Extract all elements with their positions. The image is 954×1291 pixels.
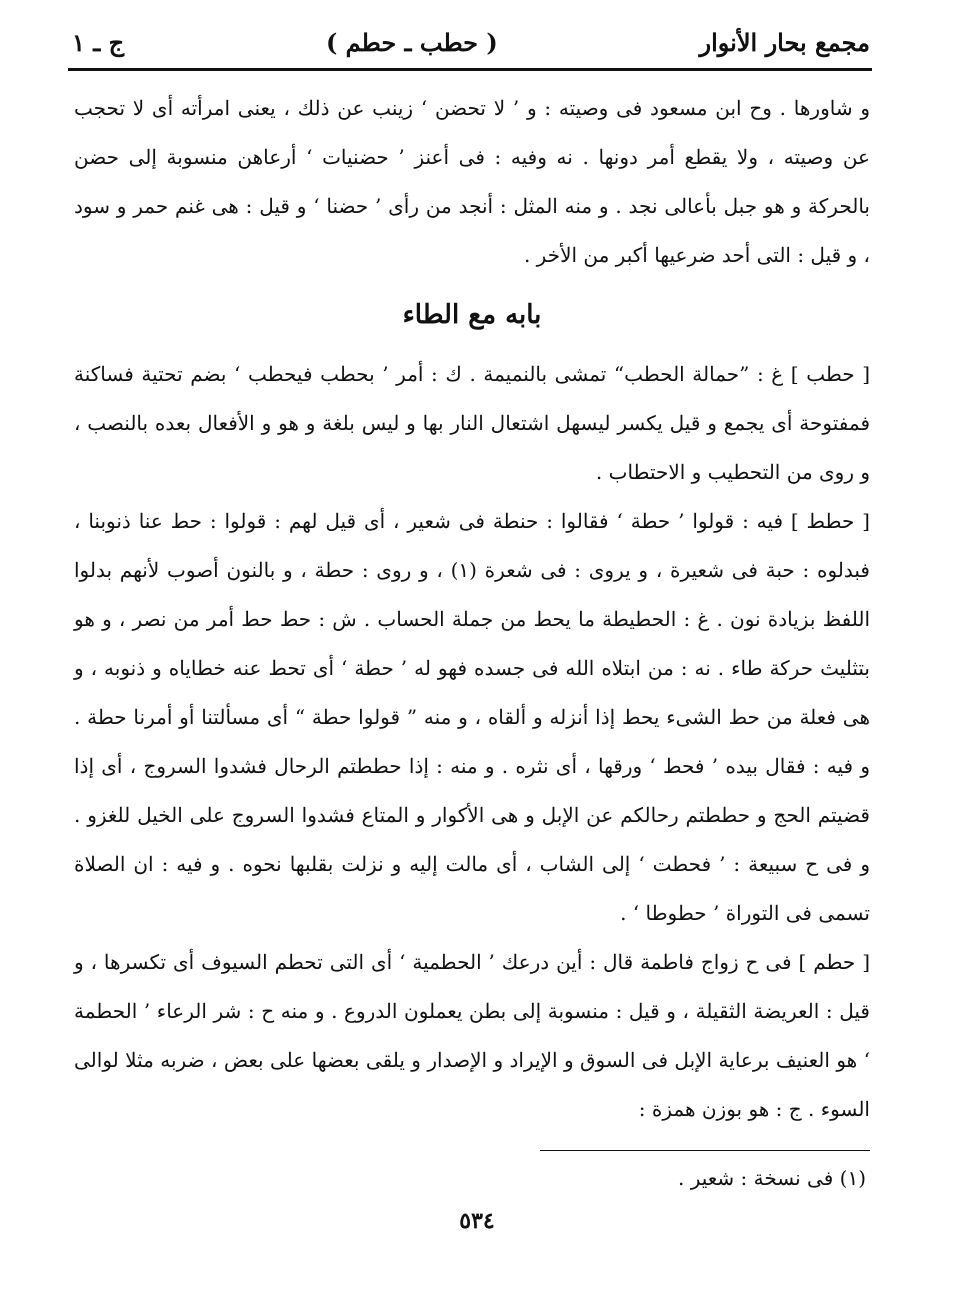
entry-range: ( حطب ـ حطم ) <box>325 27 498 57</box>
entry-hatta: [ حطط ] فيه : قولوا ’ حطة ‘ فقالوا : حنطة فى شعير ، أى قيل لهم : قولوا : حط عنا ذنوبنا ، فبدلوه : حبة فى شعيرة ، و يروى : فى شعرة (١) ، و روى : حطة ، و بالنون أصوب لأنهم بدلوا اللفظ بزيادة نون . غ : الحطيطة ما يحط من جملة الحساب . ش : حط حط أمر من نصر ، و هو بتثليث حركة طاء . نه : من ابتلاه الله فى جسده فهو له ’ حطة ‘ أى تحط عنه خطاياه و ذنوبه ، و هى فعلة من حط الشىء يحط إذا أنزله و ألقاه ، و منه ” قولوا حطة “ أى مسألتنا أو أمرنا حطة . و فيه : فقال بيده ’ فحط ‘ ورقها ، أى نثره . و منه : إذا حططتم الرحال فشدوا السروج ، أى إذا قضيتم الحج و حططتم رحالكم عن الإبل و هى الأكوار و المتاع فشدوا السروج على الخيل للغزو . و فى ح سبيعة : ’ فحطت ‘ إلى الشاب ، أى مالت إليه و نزلت بقلبها نحوه . و فيه : ان الصلاة تسمى فى التوراة ’ حطوطا ‘ . <box>74 509 871 925</box>
header-rule <box>68 68 872 71</box>
book-title: مجمع بحار الأنوار <box>699 27 870 57</box>
volume-number: ج ـ ١ <box>72 27 125 57</box>
page-header <box>72 18 870 66</box>
main-text <box>74 84 870 1134</box>
intro-paragraph: و شاورها . وح ابن مسعود فى وصيته : و ’ لا تحضن ‘ زينب عن ذلك ، يعنى امرأته أى لا تحجب عن وصيته ، ولا يقطع أمر دونها . نه وفيه : فى أعنز ’ حضنيات ‘ أرعاهن منسوبة إلى حضن بالحركة و هو جبل بأعالى نجد . و منه المثل : أنجد من رأى ’ حضنا ‘ و قيل : هى غنم حمر و سود ، و قيل : التى أحد ضرعيها أكبر من الأخر . <box>74 96 870 267</box>
footnote: (١) فى نسخة : شعير . <box>678 1166 866 1190</box>
entry-hataba: [ حطب ] غ : ”حمالة الحطب“ تمشى بالنميمة . ك : أمر ’ بحطب فيحطب ‘ بضم تحتية فساكنة فمفتوحة أى يجمع و قيل يكسر ليسهل اشتعال النار بها و ليس بلغة و هو و الأفعال بعده بالنصب ، و روى من التحطيب و الاحتطاب . <box>74 362 870 484</box>
footnote-rule <box>540 1150 870 1151</box>
page-number: ٥٣٤ <box>459 1208 495 1234</box>
entry-hatama: [ حطم ] فى ح زواج فاطمة قال : أين درعك ’ الحطمية ‘ أى التى تحطم السيوف أى تكسرها ، و قيل : العريضة الثقيلة ، و قيل : منسوبة إلى بطن يعملون الدروع . و منه ح : شر الرعاء ’ الحطمة ‘ هو العنيف برعاية الإبل فى السوق و الإيراد و الإصدار و يلقى بعضها على بعض ، ضربه مثلا لوالى السوء . ج : هو بوزن همزة : <box>74 950 870 1121</box>
section-title: بابه مع الطاء <box>402 300 542 330</box>
